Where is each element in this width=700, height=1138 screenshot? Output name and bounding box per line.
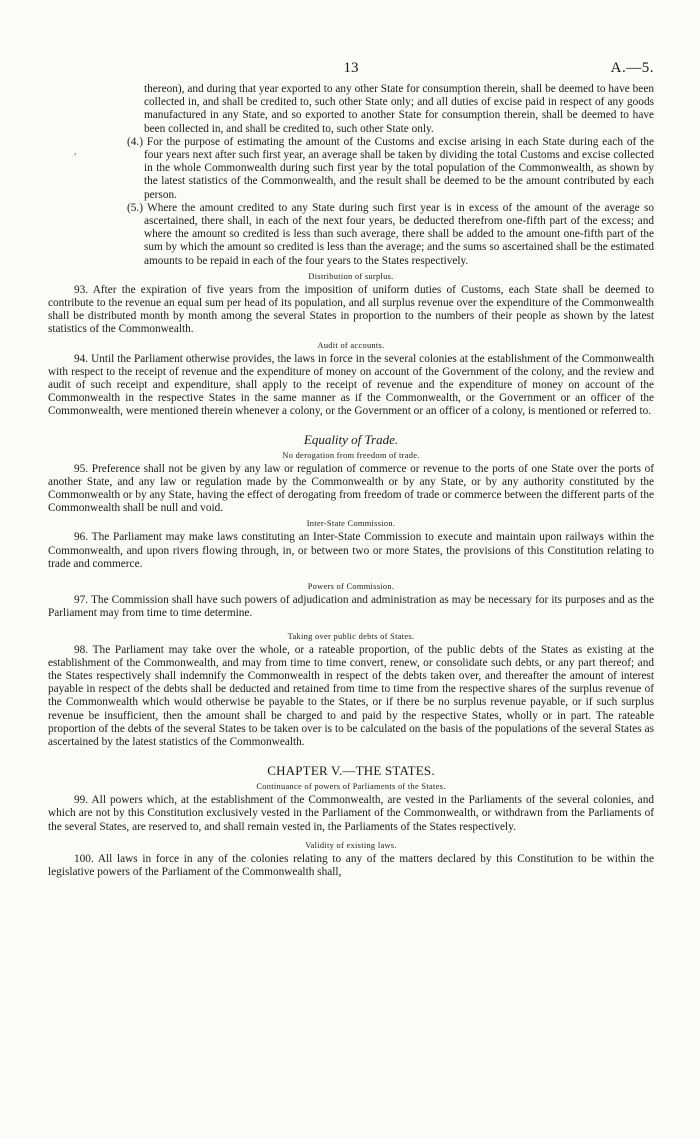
section-text: All powers which, at the establishment of the Commonwealth, are vested in the Parliaments of the several colonies, and which are not by this Constitution exclusively vested in the Parliament of the Commonwealth, or withdrawn from the Parliaments of the several States, are reserved to, and shall remain vested in, the Parliaments of the States respectively.	[48, 794, 654, 833]
section-number: 97.	[74, 594, 89, 607]
section-93	[48, 284, 654, 337]
section-text: After the expiration of five years from the imposition of uniform duties of Customs, each State shall be deemed to contribute to the revenue an equal sum per head of its population, and all surplus revenue over the expenditure of the Commonwealth shall be distributed month by month among the several States in proportion to the numbers of their people as shown by the latest statistics of the Commonwealth.	[48, 283, 655, 336]
section-94	[48, 353, 654, 419]
section-text: Until the Parliament otherwise provides, the laws in force in the several colonies at the establishment of the Commonwealth with respect to the receipt of revenue and the expenditure of money on account of the Government of the colony, and the review and audit of such receipt and expenditure, shall apply to the receipt of revenue and the expenditure of money on account of the Commonwealth in the respective States in the same manner as if the Commonwealth, or the Government or an officer of the Commonwealth, were mentioned therein whenever a colony, or the Government or an officer of a colony, is mentioned or referred to.	[48, 352, 654, 418]
document-reference: A.—5.	[610, 60, 654, 76]
section-98	[48, 644, 654, 750]
section-text: The Parliament may make laws constituting an Inter-State Commission to execute and maintain upon railways within the Commonwealth, and upon rivers flowing through, in, or between two or more States, the provisions of this Constitution relating to trade and commerce.	[48, 531, 654, 570]
section-number: 98.	[74, 643, 89, 656]
margin-mark: ,	[74, 146, 77, 157]
section-number: 96.	[74, 531, 89, 544]
section-number: 94.	[74, 352, 89, 365]
page-number: 13	[343, 60, 359, 76]
section-number: 95.	[74, 462, 89, 475]
subsection-5	[48, 202, 654, 268]
section-100	[48, 853, 654, 879]
section-text: The Commission shall have such powers of adjudication and administration as may be necessary for its purposes and as the Parliament may from time to time determine.	[48, 594, 654, 620]
marginal-heading: Taking over public debts of States.	[287, 631, 415, 641]
subsection-number: (5.)	[127, 201, 143, 214]
section-99	[48, 794, 654, 834]
section-number: 99.	[74, 794, 89, 807]
section-number: 100.	[74, 852, 94, 865]
section-95	[48, 463, 654, 516]
section-97	[48, 594, 654, 620]
subsection-number: (4.)	[127, 135, 143, 148]
continuation-text: thereon), and during that year exported to any other State for consumption therein, shall be deemed to have been collected in, and shall be credited to, such other State only; and all duties of excise paid in respect of any goods manufactured in any State, and so exported to another State for consumption therein, shall be deemed to have been collected in, and shall be credited to, such other State only.	[144, 83, 654, 135]
marginal-heading: Powers of Commission.	[307, 582, 395, 592]
marginal-heading: Continuance of powers of Parliaments of the States.	[256, 782, 446, 792]
section-96	[48, 531, 654, 571]
subsection-4	[48, 136, 654, 202]
marginal-heading: Audit of accounts.	[317, 340, 385, 350]
section-text: Preference shall not be given by any law or regulation of commerce or revenue to the ports of one State over the ports of another State, and any law or regulation made by the Commonwealth or by any State, or by any authority constituted by the Commonwealth or by any State, having the effect of derogating from freedom of trade or commerce between the different parts of the Commonwealth shall be null and void.	[48, 462, 655, 515]
marginal-heading: Inter-State Commission.	[306, 519, 396, 529]
marginal-heading: No derogation from freedom of trade.	[282, 450, 420, 460]
page-header	[48, 0, 654, 86]
section-number: 93.	[74, 283, 89, 296]
part-heading: Equality of Trade.	[303, 431, 399, 447]
marginal-heading: Distribution of surplus.	[308, 271, 394, 281]
section-text: The Parliament may take over the whole, or a rateable proportion, of the public debts of the States as existing at the establishment of the Commonwealth, and may from time to time convert, renew, or consolidate such debts, or any part thereof; and the States respectively shall indemnify the Commonwealth in respect of the debts taken over, and thereafter the amount of interest payable in respect of the debts shall be deducted and retained from time to time from the respective shares of the surplus revenue of the Commonwealth which would otherwise be payable to the States, or if there be no surplus revenue payable, or if such surplus revenue be insufficient, then the amount shall be charged to and paid by the respective States, wholly or in part. The rateable proportion of the debts of the several States to be taken over is to be calculated on the basis of the populations of the several States as ascertained by the latest statistics of the Commonwealth.	[48, 643, 654, 748]
section-text: All laws in force in any of the colonies relating to any of the matters declared by this Constitution to be within the legislative powers of the Parliament of the Commonwealth shall,	[48, 852, 654, 878]
marginal-heading: Validity of existing laws.	[305, 840, 397, 850]
chapter-heading: CHAPTER V.—THE STATES.	[267, 763, 435, 779]
subsection-text: For the purpose of estimating the amount of the Customs and excise arising in each State during each of the four years next after such first year, an average shall be taken by dividing the total Customs and excise collected in the whole Commonwealth during such first year by the total population of the Commonwealth, as shown by the latest statistics of the Commonwealth, and the result shall be deemed to be the amount contributed by each person.	[144, 135, 654, 201]
subsection-text: Where the amount credited to any State during such first year is in excess of the amount of the average so ascertained, there shall, in each of the next four years, be deducted therefrom one-fifth part of the excess; and where the amount so credited is less than such average, there shall be added to the amount one-fifth part of the sum by which the amount so credited is less than the average; and the sums so ascertained shall be the estimated amounts to be repaid in each of the four years to the States respectively.	[144, 201, 654, 267]
